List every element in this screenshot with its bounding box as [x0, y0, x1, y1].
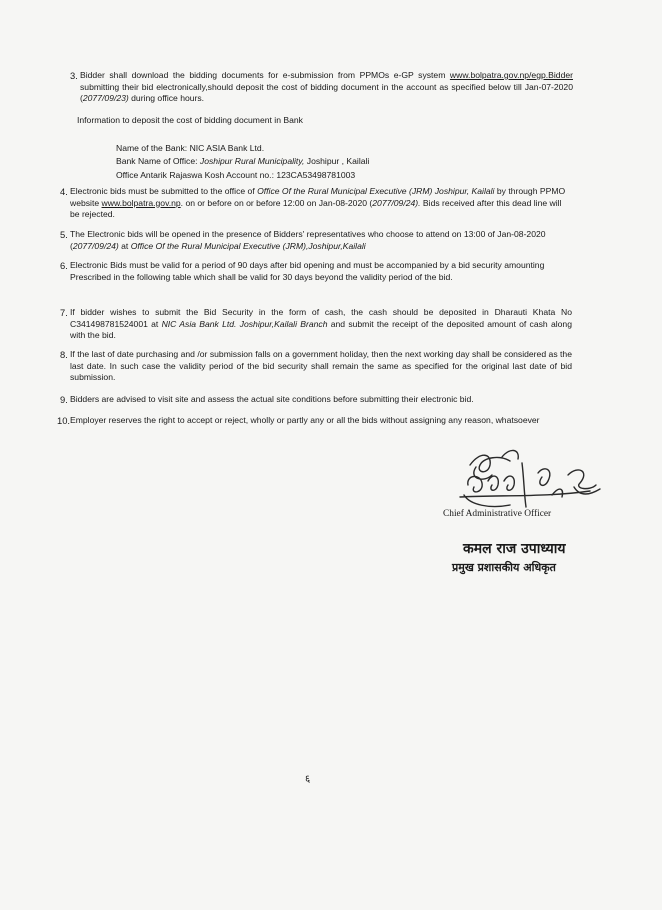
- clause-text: . on or before on or before 12:00 on Jan-08-2020 (: [180, 197, 373, 208]
- signatory-title: Chief Administrative Officer: [443, 509, 552, 519]
- clause-10: [57, 415, 572, 427]
- stamp-title: प्रमुख प्रशासकीय अधिकृत: [452, 561, 556, 574]
- nepali-date: 2077/09/23): [82, 93, 129, 104]
- clause-text: by through PPMO website: [70, 186, 566, 208]
- clause-number: 10.: [57, 415, 71, 426]
- clause-number: 9.: [60, 394, 68, 405]
- nepali-date: 2077/09/24).: [372, 197, 421, 208]
- clause-number: 6.: [60, 260, 68, 271]
- clause-number: 4.: [60, 186, 68, 197]
- clause-5: [60, 229, 572, 252]
- nepali-date: 2077/09/24): [72, 240, 119, 251]
- clause-number: 8.: [60, 349, 68, 360]
- bank-info-heading: Information to deposit the cost of bidding document in Bank: [77, 115, 303, 125]
- clause-text: Bidder shall download the bidding documents for e-submission from PPMOs e-GP system: [80, 70, 446, 80]
- clause-8: [60, 349, 572, 384]
- clause-text: Electronic bids must be submitted to the office of: [70, 186, 255, 196]
- clause-text: Electronic Bids must be valid for a period of 90 days after bid opening and must be accompanied by a bid security amounting Prescribed in the following table which shall be valid for 30 days beyond the validity period of the bid.: [70, 260, 545, 282]
- clause-6: [60, 260, 572, 283]
- clause-text: during office hours.: [131, 93, 205, 104]
- office-name: Office Of the Rural Municipal Executive (JRM) Joshipur, Kailali: [257, 186, 495, 196]
- clause-9: [60, 394, 572, 406]
- clause-text: Bidders are advised to visit site and assess the actual site conditions before submitting their electronic bid.: [70, 394, 474, 404]
- office-name: Office Of the Rural Municipal Executive (JRM),Joshipur,Kailali: [130, 240, 366, 251]
- egp-link[interactable]: www.bolpatra.gov.np/egp.Bidder: [449, 70, 573, 80]
- clause-text: and submit the receipt of the deposited amount of cash along with the bid.: [70, 318, 572, 341]
- bank-name: Name of the Bank: NIC ASIA Bank Ltd.: [116, 143, 265, 153]
- bank-office-label: Bank Name of Office:: [116, 156, 198, 166]
- clause-text: If the last of date purchasing and /or submission falls on a government holiday, then the next working day shall be considered as the last date. In such case the validity period of the bid security shall remain the same as specified for the original last date of bid submission.: [70, 349, 572, 383]
- clause-text: at: [121, 240, 129, 251]
- clause-4: [60, 186, 572, 221]
- bolpatra-link[interactable]: www.bolpatra.gov.np: [101, 197, 181, 208]
- clause-text: If bidder wishes to submit the Bid Security in the form of cash, the cash should be deposited in Dharauti Khata No C341498781524001 at: [70, 307, 572, 329]
- page-number: ६: [305, 774, 311, 785]
- clause-3: [70, 70, 573, 105]
- clause-text: Employer reserves the right to accept or reject, wholly or partly any or all the bids without assigning any reason, whatsoever: [70, 415, 540, 425]
- bank-account: Office Antarik Rajaswa Kosh Account no.: 123CA53498781003: [116, 170, 356, 180]
- clause-text: The Electronic bids will be opened in the presence of Bidders' representatives who choose to attend on 13:00 of Jan-08-2020 (: [70, 229, 546, 251]
- clause-text: submitting their bid electronically,should deposit the cost of bidding document in the account as specified below till Jan-07-2020 (: [80, 81, 573, 104]
- bank-office-italic: Joshipur Rural Municipality,: [199, 156, 305, 166]
- clause-text: Bids received after this dead line will be rejected.: [70, 197, 562, 220]
- stamp-name: कमल राज उपाध्याय: [463, 541, 566, 557]
- clause-number: 5.: [60, 229, 68, 240]
- clause-number: 7.: [60, 307, 68, 318]
- clause-7: [60, 307, 572, 342]
- bank-branch: NIC Asia Bank Ltd. Joshipur,Kailali Branch: [161, 318, 328, 329]
- bank-office: [116, 156, 369, 166]
- clause-number: 3.: [70, 70, 78, 81]
- bank-office-rest: Joshipur , Kailali: [306, 156, 370, 166]
